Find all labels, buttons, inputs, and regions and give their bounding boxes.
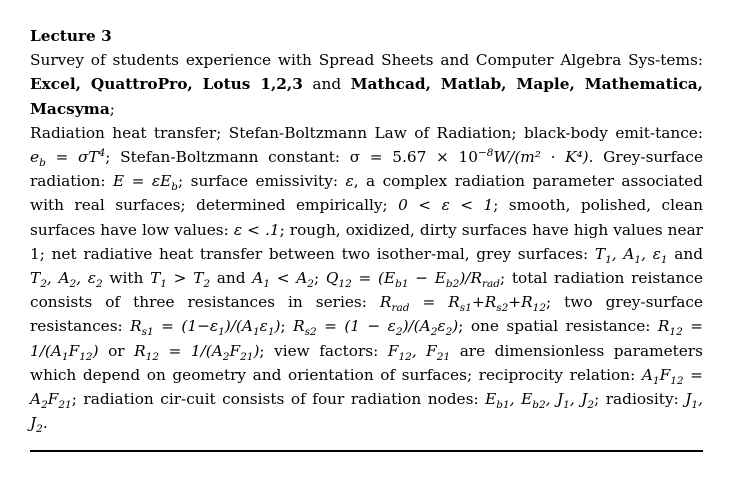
text-radiation-12: ; two grey-surface resistances:: [30, 293, 703, 336]
formula-rrad: $R_{rad} = R_{s1}+R_{s2}+R_{12}$: [379, 293, 547, 315]
formula-nodes: $E_{b1}$, $E_{b2}$, $J_1$, $J_2$: [485, 390, 595, 412]
text-radiation-19: .: [42, 414, 48, 433]
text-radiation-7: ; rough, oxidized, dirty surfaces have high values near 1; net radiative heat transfer between two isother-mal, grey surfaces:: [30, 220, 703, 263]
text-radiation-3: . Grey-surface radiation:: [30, 148, 703, 191]
text-radiation-13: ; one spatial resistance:: [458, 317, 651, 336]
survey-paragraph: [30, 48, 703, 121]
text-radiation-4: ; surface emissivity:: [177, 172, 338, 191]
formula-r12a: $R_{12} = 1/(A_1F_{12})$: [30, 317, 703, 363]
text-radiation-11: ; total radiation reistance consists of three resistances in series:: [30, 269, 703, 312]
formula-low: ε < .1: [233, 220, 280, 239]
survey-and: and: [312, 75, 342, 94]
text-radiation-16: are dimensionless parameters which depend on geometry and orientation of surfaces; reciprocity relation:: [30, 341, 703, 384]
text-radiation-17: ; radiation cir-cuit consists of four radiation nodes:: [71, 390, 479, 409]
formula-rs2: $R_{s2} = (1 - \varepsilon_2)/(A_2\varepsilon_2)$: [293, 317, 459, 339]
formula-range: 0 < ε < 1: [398, 196, 494, 215]
formula-grey: $E = \varepsilon E_b$: [112, 172, 178, 194]
text-radiation-1: Radiation heat transfer; Stefan-Boltzmann Law of Radiation; black-body emit-tance:: [30, 123, 703, 142]
formula-q12: $Q_{12} = (E_{b1} - E_{b2})/R_{rad}$: [325, 269, 500, 291]
text-radiation-2: ; Stefan-Boltzmann constant:: [105, 148, 341, 167]
radiation-paragraph: Radiation heat transfer; Stefan-Boltzmann Law of Radiation; black-body emit-tance: $e_b = \sigma T^4$; Stefan-Boltzmann constant: $\sigma = 5.67 \times 10^{-8}W/(m^2 \cdot K^4)$. Grey-surface radiation: $E = \varepsilon E_b$; surface emissivity: ε, a complex radiation parameter associated with real surfaces; determined empirically; 0 < ε < 1; smooth, polished, clean surfaces have low values: ε < .1; rough, oxidized, dirty surfaces have high values near 1; net radiative heat transfer between two isother-mal, grey surfaces: $T_1$, $A_1$, $\varepsilon_1$ and $T_2$, $A_2$, $\varepsilon_2$ with $T_1 > T_2$ and $A_1 < A_2$; $Q_{12} = (E_{b1} - E_{b2})/R_{rad}$; total radiation reistance consists of three resistances in series: $R_{rad} = R_{s1}+R_{s2}+R_{12}$; two grey-surface resistances: $R_{s1} = (1-\varepsilon_1)/(A_1\varepsilon_1)$; $R_{s2} = (1 - \varepsilon_2)/(A_2\varepsilon_2)$; one spatial resistance: $R_{12} = 1/(A_1F_{12})$ or $R_{12} = 1/(A_2F_{21})$; view factors: $F_{12}$, $F_{21}$ are dimensionless parameters which depend on geometry and orientation of surfaces; reciprocity relation: $A_1F_{12} = A_2F_{21}$; radiation cir-cuit consists of four radiation nodes: $E_{b1}$, $E_{b2}$, $J_1$, $J_2$; radiosity: $J_1$, $J_2$.: [30, 123, 703, 436]
survey-intro: Survey of students experience with Spread Sheets and Computer Algebra Sys-tems:: [30, 51, 703, 70]
text-radiation-9: with: [109, 269, 144, 288]
bottom-rule: [30, 450, 703, 452]
text-radiation-8: and: [674, 244, 703, 263]
formula-reciprocity: $A_1F_{12} = A_2F_{21}$: [30, 365, 703, 412]
formula-surface-2: $T_2$, $A_2$, $\varepsilon_2$: [30, 269, 103, 291]
text-radiation-15: ; view factors:: [259, 341, 379, 360]
formula-r12b: $R_{12} = 1/(A_2F_{21})$: [134, 341, 260, 363]
formula-sigma: $\sigma = 5.67 \times 10^{-8}W/(m^2 \cdot K^4)$: [349, 146, 589, 167]
survey-tools-1: Excel, QuattroPro, Lotus 1,2,3: [30, 75, 303, 94]
formula-view-factors: $F_{12}$, $F_{21}$: [387, 341, 451, 363]
survey-tools-2: Mathcad, Matlab, Maple, Mathematica, Macsyma: [30, 75, 703, 118]
formula-epsilon: ε: [345, 172, 354, 191]
formula-blackbody: $e_b = \sigma T^4$: [30, 146, 106, 170]
text-radiation-6: ; smooth, polished, clean surfaces have low values:: [30, 196, 703, 239]
text-radiation-10: and: [216, 269, 246, 288]
formula-a-order: $A_1 < A_2$: [252, 269, 314, 291]
lecture-heading: Lecture 3: [30, 27, 112, 45]
text-radiation-18: ; radiosity:: [594, 390, 679, 409]
text-radiation-5: , a complex radiation parameter associated with real surfaces; determined empirically;: [30, 172, 703, 215]
lecture-page: [30, 24, 703, 435]
formula-t-order: $T_1 > T_2$: [150, 269, 211, 291]
formula-surface-1: $T_1$, $A_1$, $\varepsilon_1$: [594, 244, 668, 266]
text-radiation-14: or: [108, 341, 125, 360]
survey-end: ;: [109, 99, 115, 118]
formula-radiosity: $J_1$, $J_2$: [30, 390, 703, 436]
formula-rs1: $R_{s1} = (1-\varepsilon_1)/(A_1\varepsilon_1)$: [130, 317, 281, 339]
